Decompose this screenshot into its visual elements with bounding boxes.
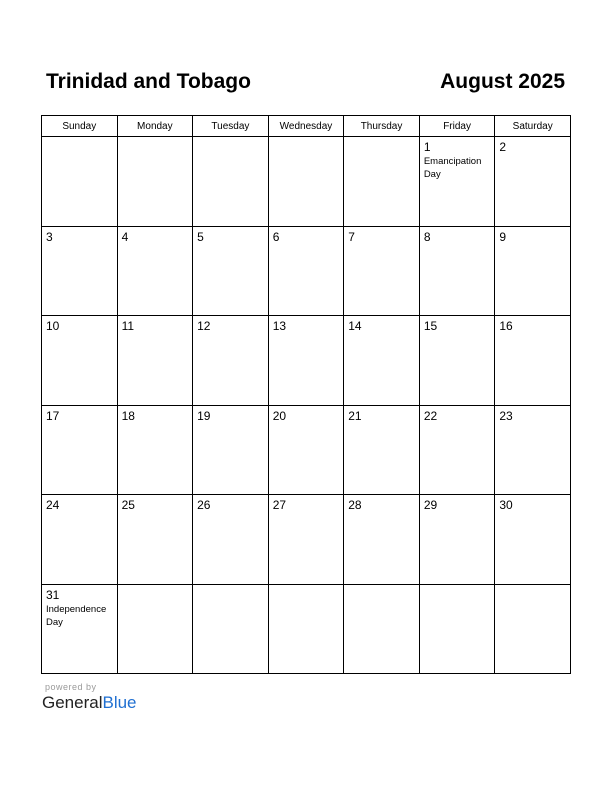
- day-number: 11: [121, 319, 135, 333]
- day-number: 5: [197, 229, 204, 244]
- week-row: [42, 584, 571, 674]
- day-number: 4: [121, 229, 129, 244]
- day-number: 30: [499, 498, 513, 512]
- holiday-label: Independence Day: [46, 603, 107, 628]
- day-number: 18: [121, 408, 135, 423]
- weekday-monday: Monday: [117, 116, 193, 137]
- day-number: 9: [499, 229, 507, 244]
- day-cell: [419, 584, 495, 674]
- day-number: 13: [272, 319, 287, 333]
- day-number: 19: [197, 408, 211, 423]
- day-cell: [117, 584, 193, 674]
- day-cell: [193, 316, 269, 406]
- generalblue-logo[interactable]: [42, 693, 137, 713]
- day-number: 21: [348, 408, 362, 423]
- day-cell: [42, 495, 118, 585]
- day-number: 1: [423, 140, 431, 154]
- week-row: [42, 495, 571, 585]
- day-number: 27: [272, 498, 287, 512]
- day-number: 23: [499, 408, 513, 423]
- day-cell: [344, 226, 420, 316]
- weekday-sunday: Sunday: [42, 116, 118, 137]
- day-number: 8: [423, 229, 431, 244]
- day-cell: [495, 137, 571, 227]
- day-cell: [344, 405, 420, 495]
- day-cell: [193, 137, 269, 227]
- day-cell: [42, 137, 118, 227]
- brand-part-blue: Blue: [102, 693, 137, 712]
- week-row: [42, 137, 571, 227]
- day-number: 28: [348, 498, 362, 512]
- day-cell: [344, 495, 420, 585]
- calendar-grid: [41, 115, 571, 674]
- day-number: 2: [499, 140, 507, 154]
- day-cell: [117, 316, 193, 406]
- day-cell: [42, 584, 118, 674]
- day-number: 22: [423, 408, 438, 423]
- day-number: 3: [46, 229, 53, 244]
- day-cell: [42, 226, 118, 316]
- day-cell: [344, 584, 420, 674]
- day-cell: [268, 584, 344, 674]
- day-cell: [344, 316, 420, 406]
- day-cell: [268, 137, 344, 227]
- day-cell: [344, 137, 420, 227]
- powered-by-text: powered by: [45, 682, 97, 692]
- brand-part-general: General: [42, 693, 103, 712]
- day-cell: [495, 316, 571, 406]
- day-cell: [419, 405, 495, 495]
- day-cell: [117, 226, 193, 316]
- day-cell: [495, 495, 571, 585]
- week-row: [42, 405, 571, 495]
- day-number: 10: [46, 319, 60, 333]
- day-cell: [193, 584, 269, 674]
- day-cell: [495, 584, 571, 674]
- day-number: 26: [197, 498, 211, 512]
- day-number: 24: [46, 498, 60, 512]
- weekday-thursday: Thursday: [344, 116, 420, 137]
- day-number: 12: [197, 319, 211, 333]
- day-cell: [268, 495, 344, 585]
- month-title: August 2025: [440, 70, 565, 93]
- day-cell: [495, 226, 571, 316]
- day-cell: [495, 405, 571, 495]
- day-cell: [268, 316, 344, 406]
- day-number: 6: [272, 229, 280, 244]
- day-number: 15: [423, 319, 438, 333]
- day-cell: [268, 405, 344, 495]
- day-cell: [419, 495, 495, 585]
- day-cell: [193, 226, 269, 316]
- day-cell: [419, 316, 495, 406]
- day-cell: [419, 137, 495, 227]
- day-number: 14: [348, 319, 362, 333]
- day-cell: [42, 405, 118, 495]
- day-cell: [117, 405, 193, 495]
- weekday-saturday: Saturday: [495, 116, 571, 137]
- day-number: 20: [272, 408, 287, 423]
- holiday-label: Emancipation Day: [423, 156, 482, 180]
- day-number: 16: [499, 319, 513, 333]
- day-cell: [193, 405, 269, 495]
- weekday-tuesday: Tuesday: [193, 116, 269, 137]
- day-number: 7: [348, 229, 355, 244]
- day-cell: [268, 226, 344, 316]
- day-cell: [117, 495, 193, 585]
- day-cell: [419, 226, 495, 316]
- week-row: [42, 226, 571, 316]
- weekday-wednesday: Wednesday: [268, 116, 344, 137]
- day-number: 31: [46, 587, 60, 602]
- day-cell: [117, 137, 193, 227]
- day-cell: [42, 316, 118, 406]
- day-number: 25: [121, 498, 135, 512]
- day-cell: [193, 495, 269, 585]
- weekday-friday: Friday: [419, 116, 495, 137]
- day-number: 29: [423, 498, 438, 512]
- weekday-header-row: [42, 116, 571, 137]
- country-title: Trinidad and Tobago: [46, 70, 251, 93]
- day-number: 17: [46, 408, 60, 423]
- week-row: [42, 316, 571, 406]
